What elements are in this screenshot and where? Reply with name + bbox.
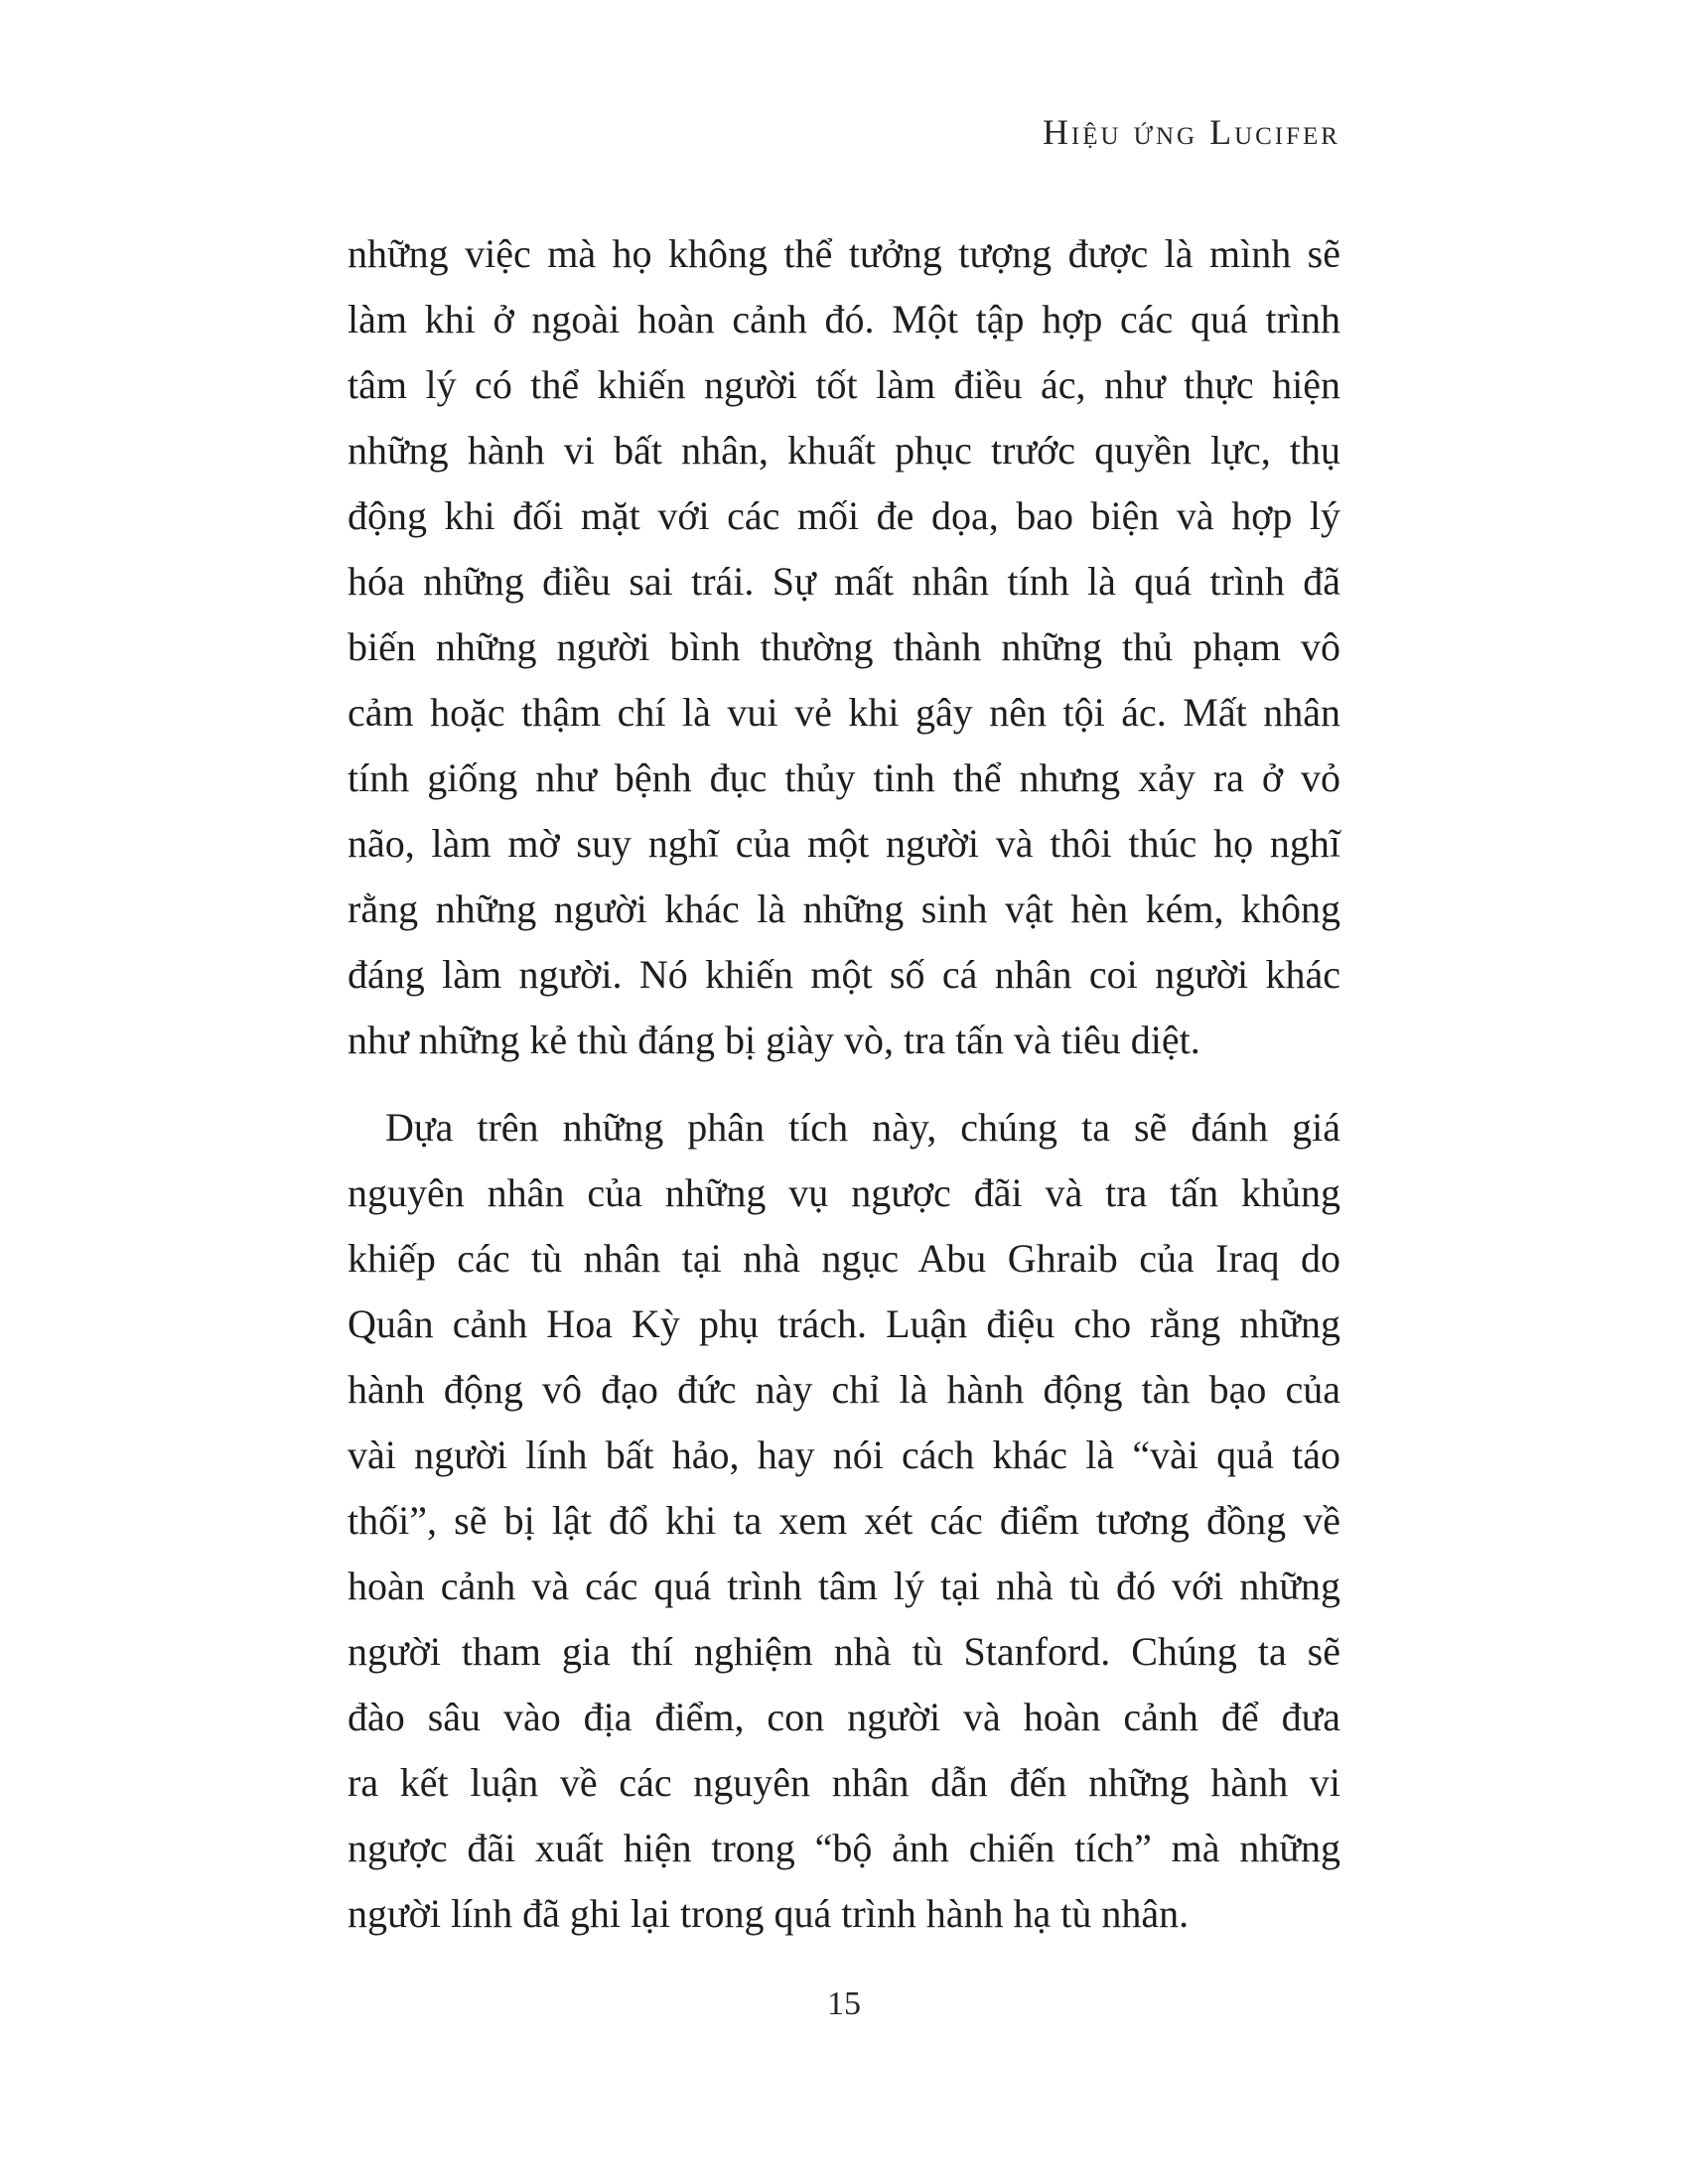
text-line: não, làm mờ suy nghĩ của một người và thôi thúc họ nghĩ <box>348 821 1340 866</box>
page-body <box>348 221 1340 1947</box>
text-line: rằng những người khác là những sinh vật hèn kém, không <box>348 887 1340 931</box>
text-line: người tham gia thí nghiệm nhà tù Stanford. Chúng ta sẽ <box>348 1629 1340 1674</box>
running-header: Hiệu ứng Lucifer <box>1042 112 1340 152</box>
text-line: tâm lý có thể khiến người tốt làm điều ác, như thực hiện <box>348 362 1340 407</box>
text-line: những hành vi bất nhân, khuất phục trước quyền lực, thụ <box>348 428 1340 473</box>
text-line: những việc mà họ không thể tưởng tượng được là mình sẽ <box>348 231 1340 276</box>
text-line: thối”, sẽ bị lật đổ khi ta xem xét các điểm tương đồng về <box>348 1498 1340 1543</box>
text-line: nguyên nhân của những vụ ngược đãi và tra tấn khủng <box>348 1170 1340 1215</box>
text-line: biến những người bình thường thành những thủ phạm vô <box>348 624 1340 669</box>
paragraph-1 <box>348 221 1340 1073</box>
paragraph-2 <box>348 1095 1340 1947</box>
text-line: hóa những điều sai trái. Sự mất nhân tính là quá trình đã <box>348 559 1340 604</box>
text-line: đáng làm người. Nó khiến một số cá nhân coi người khác <box>348 952 1340 997</box>
text-line: Dựa trên những phân tích này, chúng ta sẽ đánh giá <box>385 1105 1340 1150</box>
text-line: người lính đã ghi lại trong quá trình hành hạ tù nhân. <box>348 1891 1190 1936</box>
text-line: đào sâu vào địa điểm, con người và hoàn cảnh để đưa <box>348 1695 1340 1739</box>
text-line: hoàn cảnh và các quá trình tâm lý tại nhà tù đó với những <box>348 1564 1340 1608</box>
text-line: như những kẻ thù đáng bị giày vò, tra tấn và tiêu diệt. <box>348 1018 1200 1062</box>
text-line: tính giống như bệnh đục thủy tinh thể nhưng xảy ra ở vỏ <box>348 755 1340 800</box>
text-line: vài người lính bất hảo, hay nói cách khác là “vài quả táo <box>348 1433 1340 1477</box>
text-line: làm khi ở ngoài hoàn cảnh đó. Một tập hợp các quá trình <box>348 297 1340 341</box>
text-line: ra kết luận về các nguyên nhân dẫn đến những hành vi <box>348 1760 1340 1805</box>
text-line: hành động vô đạo đức này chỉ là hành động tàn bạo của <box>348 1367 1340 1412</box>
text-line: động khi đối mặt với các mối đe dọa, bao biện và hợp lý <box>348 493 1340 538</box>
text-line: cảm hoặc thậm chí là vui vẻ khi gây nên tội ác. Mất nhân <box>348 690 1340 735</box>
text-line: Quân cảnh Hoa Kỳ phụ trách. Luận điệu cho rằng những <box>348 1301 1340 1346</box>
text-line: khiếp các tù nhân tại nhà ngục Abu Ghraib của Iraq do <box>348 1236 1340 1281</box>
page-number: 15 <box>827 1985 861 2022</box>
text-line: ngược đãi xuất hiện trong “bộ ảnh chiến tích” mà những <box>348 1826 1340 1870</box>
